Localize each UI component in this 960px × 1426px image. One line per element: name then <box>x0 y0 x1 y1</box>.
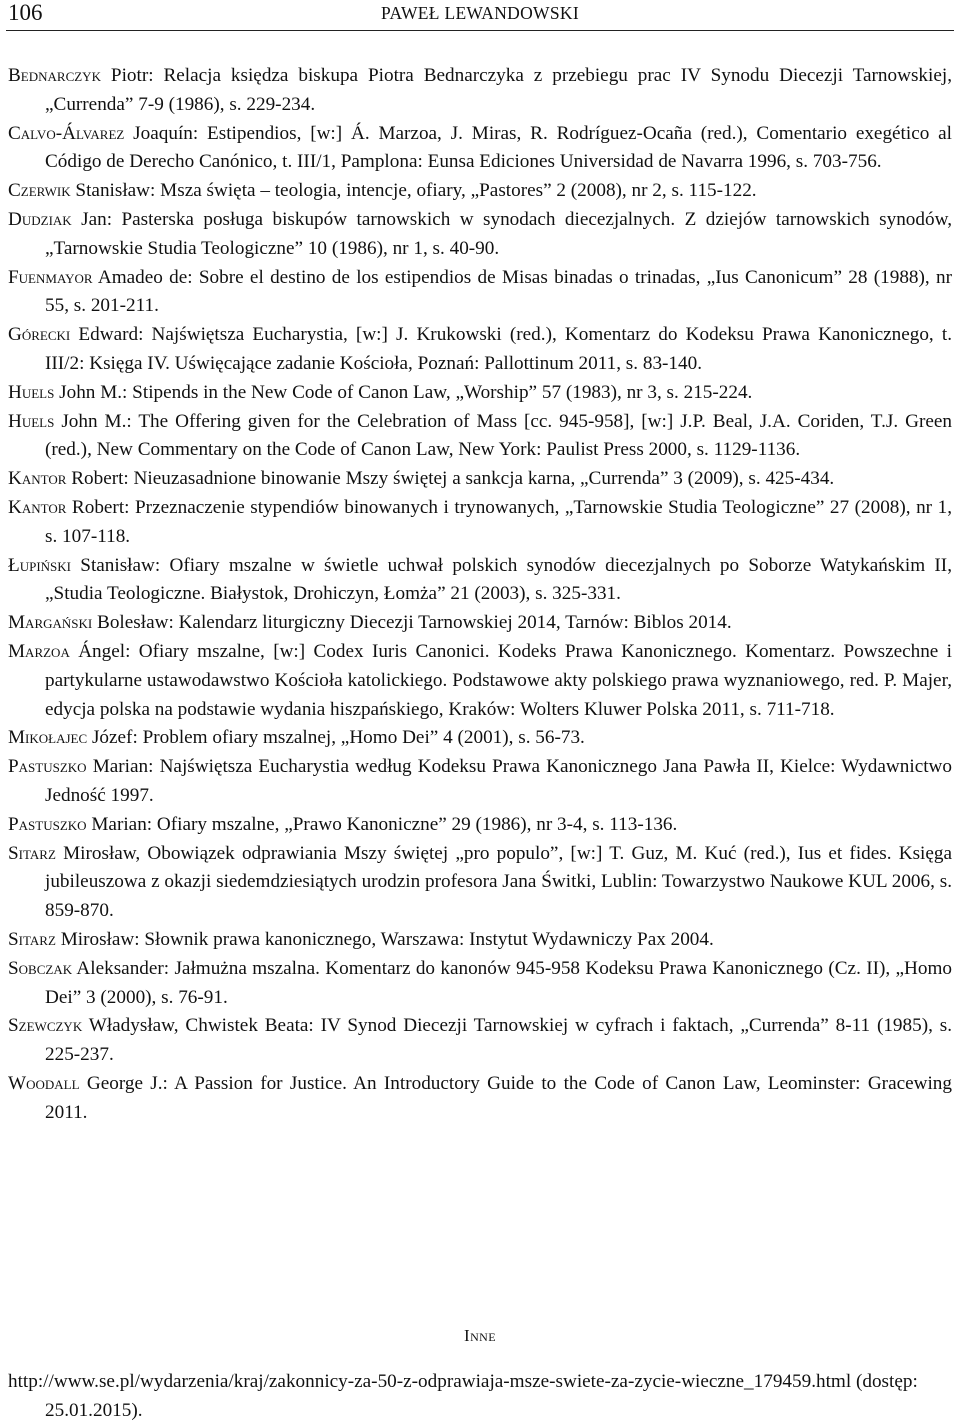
entry-author: Czerwik <box>8 180 71 202</box>
entry-author: Sitarz <box>8 842 56 864</box>
web-source-entry <box>8 1368 952 1426</box>
entry-author: Huels <box>8 410 55 432</box>
entry-details: Joaquín: Estipendios, [w:] Á. Marzoa, J. Miras, R. Rodríguez-Ocaña (red.), Comentario exegético al Código de Derecho Canónico, t. III/1, Pamplona: Eunsa Ediciones Universidad de Navarra 1996, s. 703-756. <box>45 122 952 173</box>
page-number: 106 <box>8 0 43 25</box>
bibliography-entry <box>8 811 952 840</box>
bibliography-entry <box>8 926 952 955</box>
entry-details: Amadeo de: Sobre el destino de los estipendios de Misas binadas o trinadas, „Ius Canonicum” 28 (1988), nr 55, s. 201-211. <box>45 266 952 317</box>
bibliography-entry <box>8 552 952 610</box>
bibliography-entry <box>8 379 952 408</box>
entry-details: Władysław, Chwistek Beata: IV Synod Diecezji Tarnowskiej w cyfrach i faktach, „Currenda” 8-11 (1985), s. 225-237. <box>45 1015 952 1066</box>
bibliography-entry <box>8 955 952 1013</box>
entry-author: Kantor <box>8 496 67 518</box>
entry-author: Margański <box>8 612 93 634</box>
entry-details: Robert: Nieuzasadnione binowanie Mszy świętej a sankcja karna, „Currenda” 3 (2009), s. 425-434. <box>66 468 835 490</box>
entry-details: John M.: The Offering given for the Celebration of Mass [cc. 945-958], [w:] J.P. Beal, J.A. Coriden, T.J. Green (red.), New Commentary on the Code of Canon Law, New York: Paulist Press 2000, s. 1129-1136. <box>45 410 952 461</box>
entry-details: Stanisław: Ofiary mszalne w świetle uchwał polskich synodów diecezjalnych po Soborze Watykańskim II, „Studia Teologiczne. Białystok, Drohiczyn, Łomża” 21 (2003), s. 325-331. <box>45 554 952 605</box>
running-head: PAWEŁ LEWANDOWSKI <box>381 3 579 23</box>
bibliography-entry <box>8 120 952 178</box>
entry-author: Huels <box>8 381 55 403</box>
web-sources <box>8 1368 952 1426</box>
entry-author: Pastuszko <box>8 813 87 835</box>
access-date: (dostęp: 25.01.2015). <box>45 1371 918 1421</box>
entry-author: Calvo-Álvarez <box>8 122 125 144</box>
section-heading: Inne <box>464 1326 496 1345</box>
bibliography-entry <box>8 638 952 724</box>
entry-details: Bolesław: Kalendarz liturgiczny Diecezji Tarnowskiej 2014, Tarnów: Biblos 2014. <box>92 612 732 634</box>
bibliography-entry <box>8 1070 952 1128</box>
bibliography-entry <box>8 1012 952 1070</box>
bibliography-entry <box>8 62 952 120</box>
page-header <box>6 0 954 31</box>
entry-details: Mirosław, Obowiązek odprawiania Mszy świętej „pro populo”, [w:] T. Guz, M. Kuć (red.), Ius et fides. Księga jubileuszowa z okazji siedemdziesiątych urodzin profesora Jana Świtki, Lublin: Towarzystwo Naukowe KUL 2006, s. 859-870. <box>45 842 952 922</box>
entry-details: Marian: Najświętsza Eucharystia według Kodeksu Prawa Kanonicznego Jana Pawła II, Kielce: Wydawnictwo Jedność 1997. <box>45 756 952 806</box>
bibliography-entry <box>8 609 952 638</box>
entry-author: Łupiński <box>8 554 72 576</box>
entry-author: Kantor <box>8 468 67 490</box>
source-url[interactable]: http://www.se.pl/wydarzenia/kraj/zakonnicy-za-50-z-odprawiaja-msze-swiete-za-zycie-wieczne_179459.html <box>8 1371 852 1392</box>
entry-details: Mirosław: Słownik prawa kanonicznego, Warszawa: Instytut Wydawniczy Pax 2004. <box>55 928 714 950</box>
bibliography-entry <box>8 753 952 811</box>
entry-author: Dudziak <box>8 208 72 230</box>
bibliography-entry <box>8 206 952 264</box>
entry-details: Jan: Pasterska posługa biskupów tarnowskich w synodach diecezjalnych. Z dziejów tarnowskich synodów, „Tarnowskie Studia Teologiczne” 10 (1986), nr 1, s. 40-90. <box>45 208 952 259</box>
bibliography-entry <box>8 494 952 552</box>
bibliography-entry <box>8 408 952 466</box>
bibliography-entry <box>8 465 952 494</box>
entry-author: Górecki <box>8 324 71 346</box>
entry-author: Marzoa <box>8 640 70 662</box>
entry-author: Mikołajec <box>8 727 88 749</box>
bibliography-entry <box>8 840 952 926</box>
entry-details: Ángel: Ofiary mszalne, [w:] Codex Iuris Canonici. Kodeks Prawa Kanonicznego. Komentarz. Powszechne i partykularne ustawodawstwo Kościoła katolickiego. Podstawowe akty polskiego prawa wyznaniowego, red. P. Majer, edycja polska na podstawie wydania hiszpańskiego, Kraków: Wolters Kluwer Polska 2011, s. 711-718. <box>45 640 952 720</box>
entry-details: Robert: Przeznaczenie stypendiów binowanych i trynowanych, „Tarnowskie Studia Teologiczne” 27 (2008), nr 1, s. 107-118. <box>45 496 952 547</box>
entry-details: George J.: A Passion for Justice. An Introductory Guide to the Code of Canon Law, Leominster: Gracewing 2011. <box>45 1072 952 1123</box>
entry-author: Bednarczyk <box>8 65 101 86</box>
bibliography-list <box>8 62 952 1127</box>
entry-details: Piotr: Relacja księdza biskupa Piotra Bednarczyka z przebiegu prac IV Synodu Diecezji Tarnowskiej, „Currenda” 7-9 (1986), s. 229-234. <box>45 65 952 115</box>
entry-details: Stanisław: Msza święta – teologia, intencje, ofiary, „Pastores” 2 (2008), nr 2, s. 115-122. <box>70 180 757 202</box>
bibliography-entry <box>8 177 952 206</box>
entry-details: Aleksander: Jałmużna mszalna. Komentarz do kanonów 945-958 Kodeksu Prawa Kanonicznego (Cz. II), „Homo Dei” 3 (2000), s. 76-91. <box>45 957 952 1008</box>
entry-author: Woodall <box>8 1072 80 1094</box>
entry-author: Fuenmayor <box>8 266 93 288</box>
entry-details: Marian: Ofiary mszalne, „Prawo Kanoniczne” 29 (1986), nr 3-4, s. 113-136. <box>86 813 678 835</box>
entry-details: John M.: Stipends in the New Code of Canon Law, „Worship” 57 (1983), nr 3, s. 215-224. <box>54 381 753 403</box>
bibliography-entry <box>8 264 952 322</box>
entry-author: Szewczyk <box>8 1015 83 1037</box>
entry-author: Sitarz <box>8 928 56 950</box>
entry-details: Józef: Problem ofiary mszalnej, „Homo Dei” 4 (2001), s. 56-73. <box>87 727 585 749</box>
entry-details: Edward: Najświętsza Eucharystia, [w:] J. Krukowski (red.), Komentarz do Kodeksu Prawa Kanonicznego, t. III/2: Księga IV. Uświęcające zadanie Kościoła, Poznań: Pallottinum 2011, s. 83-140. <box>45 324 952 374</box>
bibliography-entry <box>8 321 952 379</box>
entry-author: Pastuszko <box>8 756 87 778</box>
entry-author: Sobczak <box>8 957 73 979</box>
bibliography-entry <box>8 724 952 753</box>
